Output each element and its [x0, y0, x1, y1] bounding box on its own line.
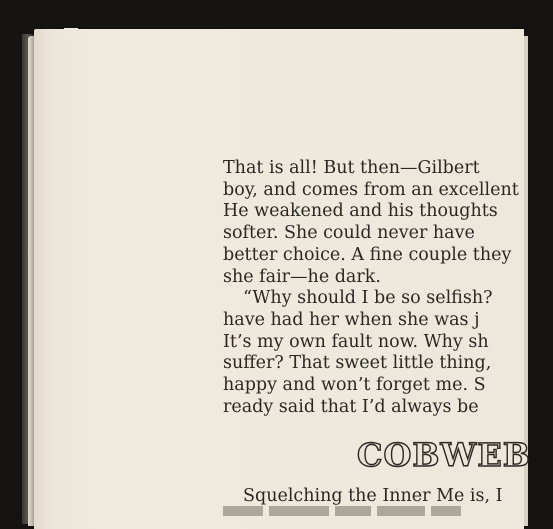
section-heading: COBWEB	[357, 436, 531, 474]
text-line: softer. She could never have	[223, 223, 475, 244]
text-line: ready said that I’d always be	[223, 396, 479, 417]
body-text	[223, 158, 553, 418]
text-line: have had her when she was j	[223, 309, 480, 330]
page-corner	[64, 28, 78, 34]
text-line: happy and won’t forget me. S	[223, 375, 486, 396]
text-line: That is all! But then—Gilbert	[223, 158, 480, 178]
text-line: “Why should I be so selfish?	[243, 288, 493, 309]
next-paragraph-line: Squelching the Inner Me is, I	[243, 486, 503, 506]
text-line: better choice. A fine couple they	[223, 244, 512, 265]
text-line: boy, and comes from an excellent	[223, 179, 519, 200]
text-line: It’s my own fault now. Why sh	[223, 331, 489, 352]
text-line: she fair—he dark.	[223, 266, 381, 287]
text-line: He weakened and his thoughts	[223, 201, 498, 222]
text-line: suffer? That sweet little thing,	[223, 353, 492, 374]
cut-off-line	[223, 506, 523, 512]
